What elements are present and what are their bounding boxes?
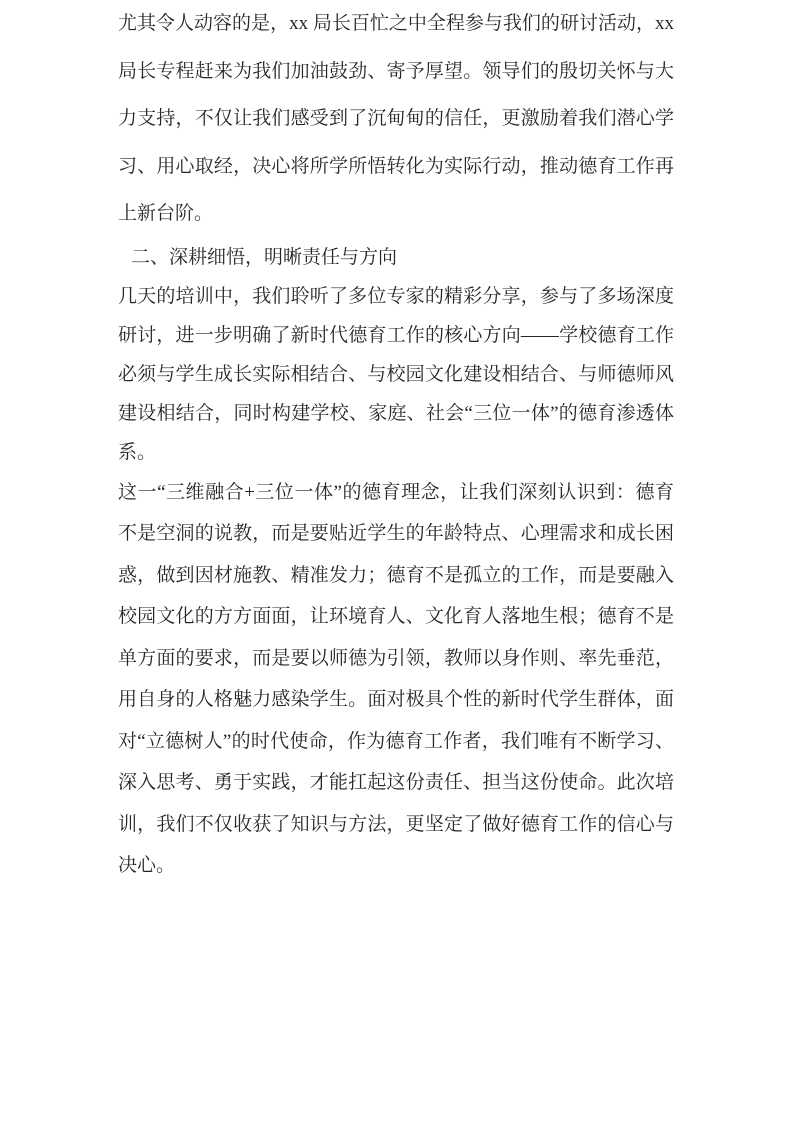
section-heading: 二、深耕细悟，明晰责任与方向 — [131, 246, 398, 268]
paragraph-moral-education-concept: 这一“三维融合+三位一体”的德育理念，让我们深刻认识到：德育不是空洞的说教，而是要贴近学生的年龄特点、心理需求和成长困惑，做到因材施教、精准发力；德育不是孤立的工作，而是要融入校园文化的方方面面，让环境育人、文化育人落地生根；德育不是单方面的要求，而是要以师德为引领，教师以身作则、率先垂范，用自身的人格魅力感染学生。面对极具个性的新时代学生群体，面对“立德树人”的时代使命，作为德育工作者，我们唯有不断学习、深入思考、勇于实践，才能扛起这份责任、担当这份使命。此次培训，我们不仅收获了知识与方法，更坚定了做好德育工作的信心与决心。 — [118, 481, 674, 876]
document-content — [118, 0, 674, 887]
paragraph-training-direction: 几天的培训中，我们聆听了多位专家的精彩分享，参与了多场深度研讨，进一步明确了新时代德育工作的核心方向——学校德育工作必须与学生成长实际相结合、与校园文化建设相结合、与师德师风建设相结合，同时构建学校、家庭、社会“三位一体”的德育渗透体系。 — [118, 285, 674, 463]
paragraph-leaders-support: 尤其令人动容的是，xx 局长百忙之中全程参与我们的研讨活动，xx 局长专程赶来为我们加油鼓劲、寄予厚望。领导们的殷切关怀与大力支持，不仅让我们感受到了沉甸甸的信任，更激励着我们潜心学习、用心取经，决心将所学所悟转化为实际行动，推动德育工作再上新台阶。 — [118, 13, 674, 224]
